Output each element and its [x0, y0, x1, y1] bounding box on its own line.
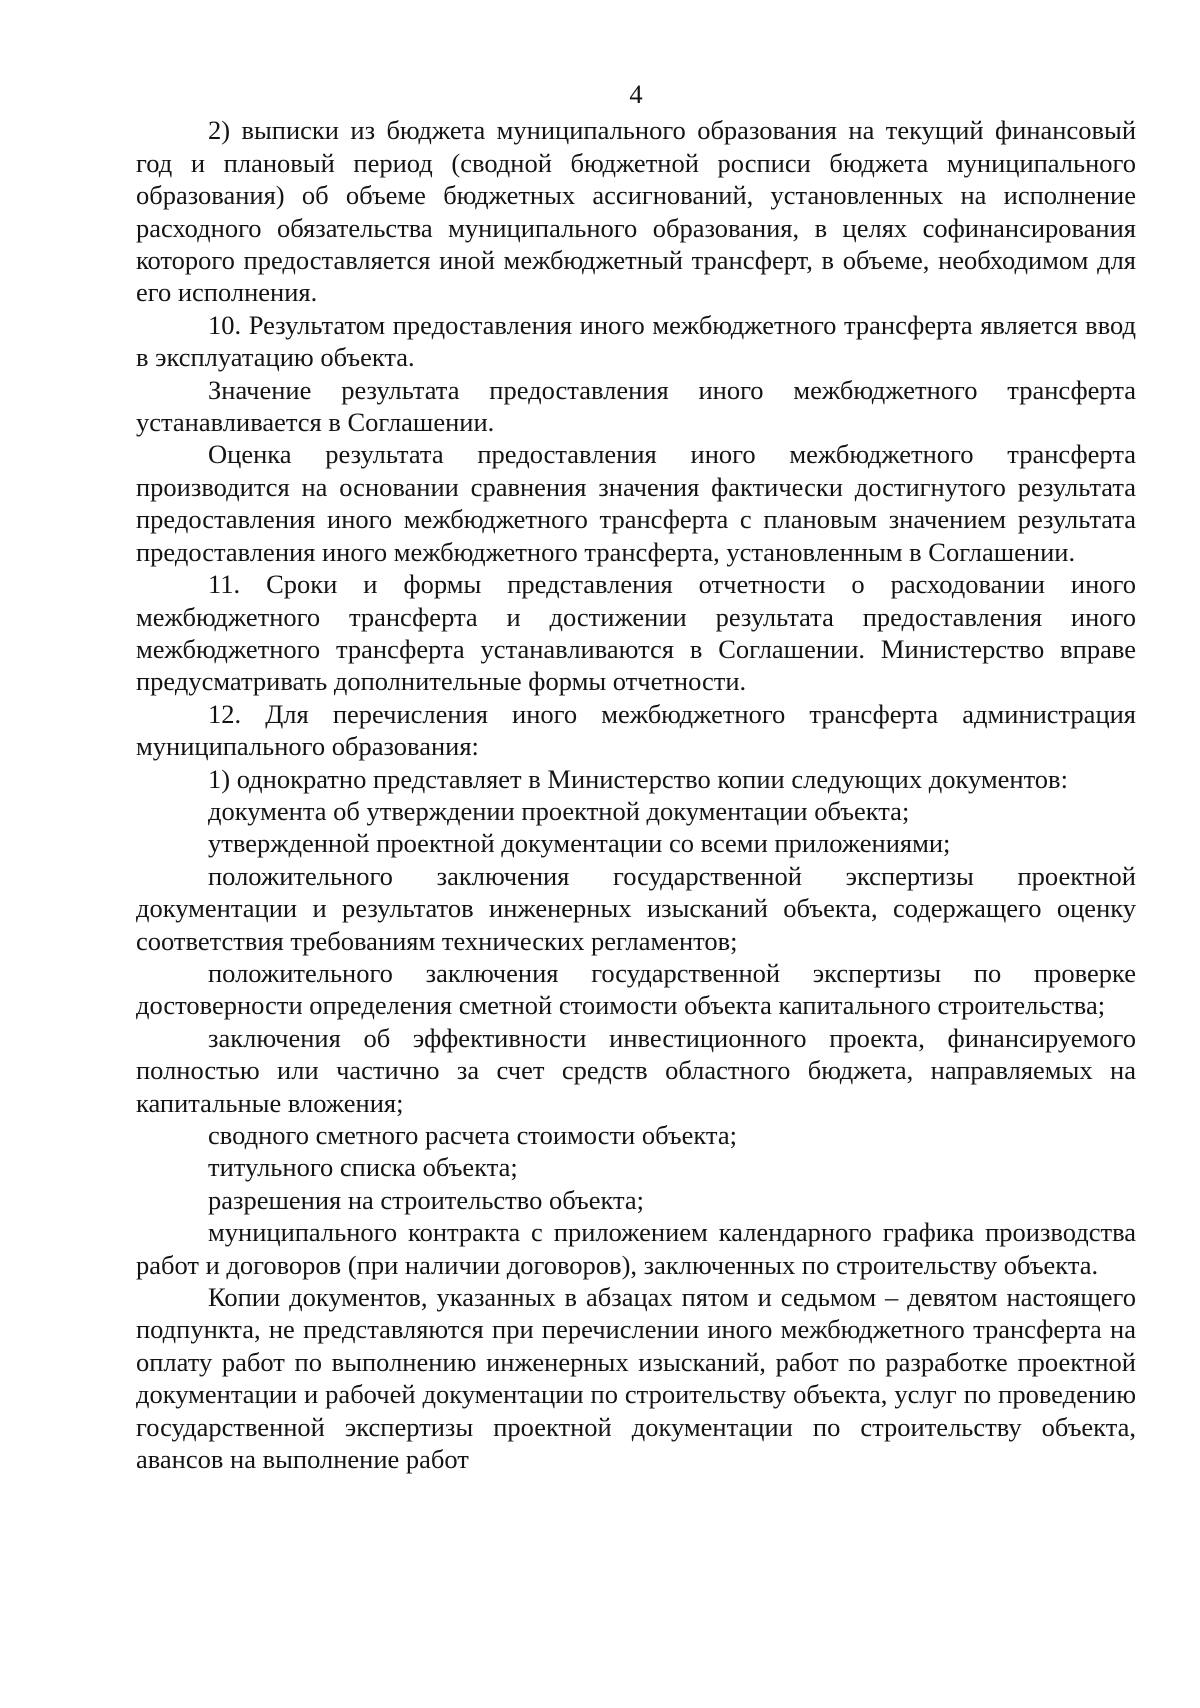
page-number: 4 [629, 79, 643, 109]
list-item-building-permit: разрешения на строительство объекта; [208, 1184, 645, 1215]
list-item-approval-document: документа об утверждении проектной документации объекта; [208, 795, 910, 826]
paragraph-10-result: 10. Результатом предоставления иного межбюджетного трансферта является ввод в эксплуатацию объекта. [136, 309, 1136, 373]
paragraph-result-evaluation: Оценка результата предоставления иного межбюджетного трансферта производится на основании сравнения значения фактически достигнутого результата предоставления иного межбюджетного трансферта с плановым значением результата предоставления иного межбюджетного трансферта, установленным в Соглашении. [136, 439, 1136, 567]
list-item-cost-estimate: сводного сметного расчета стоимости объекта; [208, 1120, 737, 1150]
paragraph-12-transfer: 12. Для перечисления иного межбюджетного трансферта администрация муниципального образования: [136, 698, 1136, 762]
list-item-cost-expertise: положительного заключения государственной экспертизы по проверке достоверности определения сметной стоимости объекта капитального строительства; [136, 957, 1136, 1021]
list-item-expertise-conclusion: положительного заключения государственной экспертизы проектной документации и результатов инженерных изысканий объекта, содержащего оценку соответствия требованиям технических регламентов; [136, 860, 1136, 956]
paragraph-budget-extract: 2) выписки из бюджета муниципального образования на текущий финансовый год и плановый период (сводной бюджетной росписи бюджета муниципального образования) об объеме бюджетных ассигнований, установленных на исполнение расходного обязательства муниципального образования, в целях софинансирования которого предоставляется иной межбюджетный трансферт, в объеме, необходимом для его исполнения. [136, 115, 1136, 308]
list-item-efficiency-conclusion: заключения об эффективности инвестиционного проекта, финансируемого полностью или частично за счет средств областного бюджета, направляемых на капитальные вложения; [136, 1022, 1136, 1118]
paragraph-11-reporting: 11. Сроки и формы представления отчетности о расходовании иного межбюджетного трансферта и достижении результата предоставления иного межбюджетного трансферта устанавливаются в Соглашении. Министерство вправе предусматривать дополнительные формы отчетности. [136, 569, 1136, 697]
paragraph-12-item-1: 1) однократно представляет в Министерство копии следующих документов: [208, 763, 1068, 794]
document-page [136, 78, 1136, 1475]
paragraph-result-value: Значение результата предоставления иного межбюджетного трансферта устанавливается в Соглашении. [136, 374, 1136, 438]
paragraph-document-copies: Копии документов, указанных в абзацах пятом и седьмом – девятом настоящего подпункта, не представляются при перечислении иного межбюджетного трансферта на оплату работ по выполнению инженерных изысканий, работ по разработке проектной документации и рабочей документации по строительству объекта, услуг по проведению государственной экспертизы проектной документации по строительству объекта, авансов на выполнение работ [136, 1282, 1136, 1475]
list-item-approved-documentation: утвержденной проектной документации со всеми приложениями; [208, 828, 951, 859]
list-item-municipal-contract: муниципального контракта с приложением календарного графика производства работ и договоров (при наличии договоров), заключенных по строительству объекта. [136, 1217, 1136, 1280]
list-item-title-list: титульного списка объекта; [208, 1152, 518, 1183]
